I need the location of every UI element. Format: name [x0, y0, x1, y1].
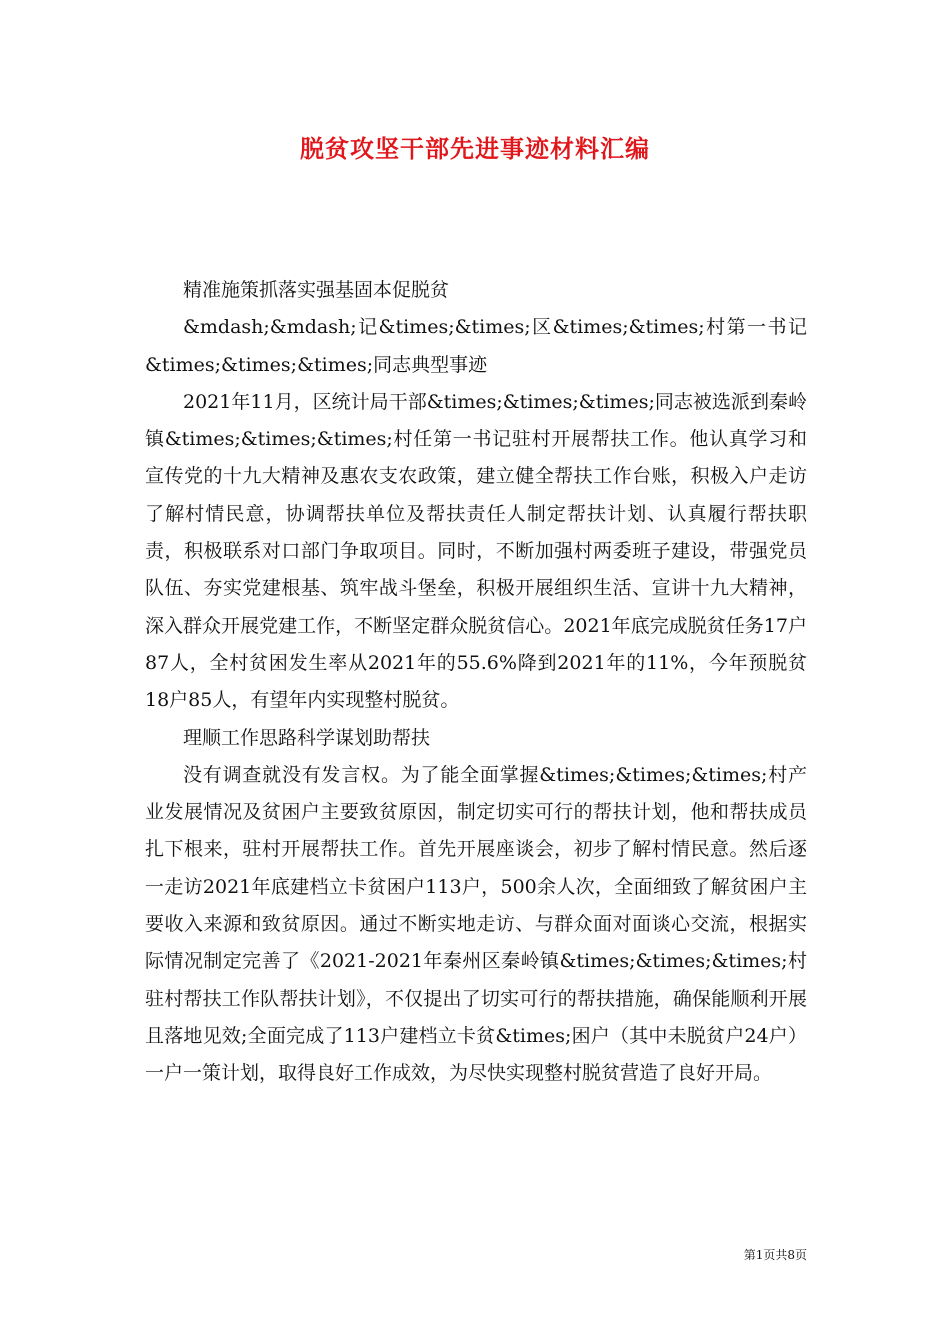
document-title: 脱贫攻坚干部先进事迹材料汇编 — [300, 134, 650, 163]
subtitle-line: &mdash;&mdash;记&times;&times;区&times;&times;村第一书记&times;&times;&times;同志典型事迹 — [145, 316, 807, 376]
section-heading: 精准施策抓落实强基固本促脱贫 — [183, 279, 450, 301]
body-paragraph: 2021年11月，区统计局干部&times;&times;&times;同志被选派到秦岭镇&times;&times;&times;村任第一书记驻村开展帮扶工作。他认真学习和宣传党的十九大精神及惠农支农政策，建立健全帮扶工作台账，积极入户走访了解村情民意，协调帮扶单位及帮扶责任人制定帮扶计划、认真履行帮扶职责，积极联系对口部门争取项目。同时，不断加强村两委班子建设，带强党员队伍、夯实党建根基、筑牢战斗堡垒，积极开展组织生活、宣讲十九大精神，深入群众开展党建工作，不断坚定群众脱贫信心。2021年底完成脱贫任务17户87人，全村贫困发生率从2021年的55.6%降到2021年的11%，今年预脱贫18户85人，有望年内实现整村脱贫。 — [145, 390, 807, 712]
body-paragraph: 没有调查就没有发言权。为了能全面掌握&times;&times;&times;村产业发展情况及贫困户主要致贫原因，制定切实可行的帮扶计划，他和帮扶成员扎下根来，驻村开展帮扶工作。首先开展座谈会，初步了解村情民意。然后逐一走访2021年底建档立卡贫困户113户，500余人次，全面细致了解贫困户主要收入来源和致贫原因。通过不断实地走访、与群众面对面谈心交流，根据实际情况制定完善了《2021-2021年秦州区秦岭镇&times;&times;&times;村驻村帮扶工作队帮扶计划》，不仅提出了切实可行的帮扶措施，确保能顺利开展且落地见效;全面完成了113户建档立卡贫&times;困户（其中未脱贫户24户）一户一策计划，取得良好工作成效，为尽快实现整村脱贫营造了良好开局。 — [145, 763, 807, 1085]
page-number: 第1页共8页 — [743, 1248, 807, 1262]
document-body — [145, 272, 807, 1093]
section-heading: 理顺工作思路科学谋划助帮扶 — [183, 726, 431, 749]
